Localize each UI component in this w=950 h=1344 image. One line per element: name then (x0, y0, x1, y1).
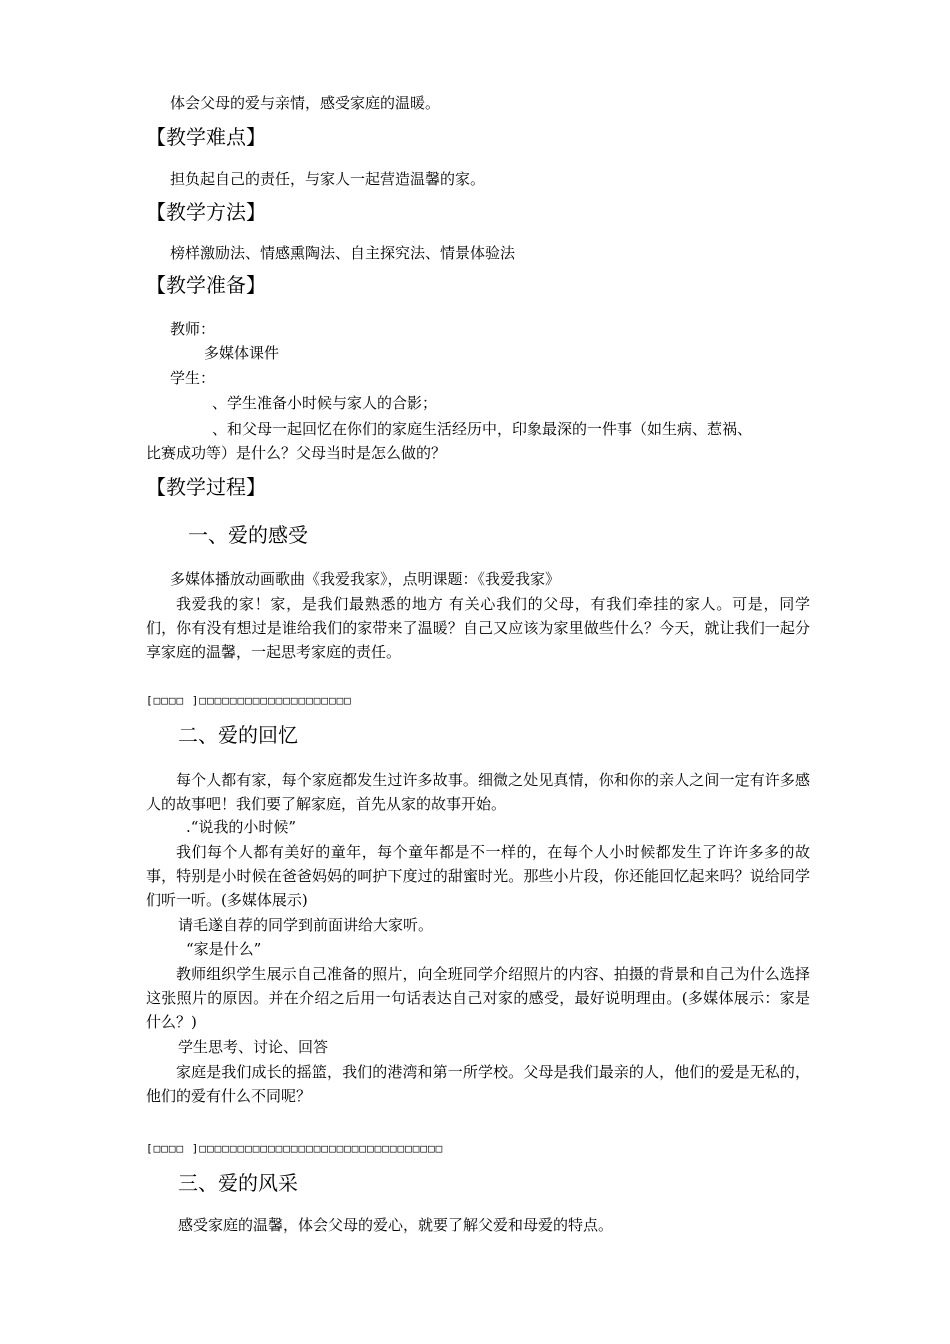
heading-process: 【教学过程】 (146, 475, 266, 499)
section-1-title: 一、爱的感受 (188, 523, 308, 547)
section-1-line: 多媒体播放动画歌曲《我爱我家》，点明课题：《我爱我家》 (170, 570, 561, 588)
heading-preparation: 【教学准备】 (146, 273, 266, 297)
student-item-1: 、学生准备小时候与家人的合影； (212, 394, 438, 412)
section-2-paragraph-3: 教师组织学生展示自己准备的照片，向全班同学介绍照片的内容、拍摄的背景和自己为什么选择这张照片的原因。并在介绍之后用一句话表达自己对家的感受，最好说明理由。(多媒体展示：家是什么？) (146, 965, 810, 1031)
section-2-paragraph-4: 家庭是我们成长的摇篮，我们的港湾和第一所学校。父母是我们最亲的人，他们的爱是无私的，他们的爱有什么不同呢？ (146, 1063, 810, 1105)
difficulty-text: 担负起自己的责任，与家人一起营造温馨的家。 (170, 170, 486, 188)
student-item-2: 、和父母一起回忆在你们的家庭生活经历中，印象最深的一件事（如生病、惹祸、 (212, 420, 753, 438)
teacher-label: 教师： (170, 320, 216, 338)
section-3-title: 三、爱的风采 (178, 1171, 298, 1195)
section-2-think: 学生思考、讨论、回答 (178, 1038, 329, 1056)
student-item-2-cont: 比赛成功等）是什么？父母当时是怎么做的？ (146, 444, 447, 462)
method-text: 榜样激励法、情感熏陶法、自主探究法、情景体验法 (170, 244, 516, 262)
section-1-note: [□□□□ ]□□□□□□□□□□□□□□□□□□□□ (146, 694, 352, 707)
section-2-paragraph-2: 我们每个人都有美好的童年，每个童年都是不一样的，在每个人小时候都发生了许许多多的故事，特别是小时候在爸爸妈妈的呵护下度过的甜蜜时光。那些小片段，你还能回忆起来吗？说给同学们听一听。(多媒体展示) (146, 843, 810, 909)
section-2-item-1: .“说我的小时候” (186, 818, 297, 836)
heading-method: 【教学方法】 (146, 200, 266, 224)
section-1-paragraph: 我爱我的家！家，是我们最熟悉的地方 有关心我们的父母，有我们牵挂的家人。可是，同学们，你有没有想过是谁给我们的家带来了温暖？自己又应该为家里做些什么？今天，就让我们一起分享家庭的温馨，一起思考家庭的责任。 (146, 595, 810, 661)
section-2-item-2: “家是什么” (186, 940, 262, 958)
section-2-note: [□□□□ ]□□□□□□□□□□□□□□□□□□□□□□□□□□□□□□□□ (146, 1142, 444, 1155)
section-3-line: 感受家庭的温馨，体会父母的爱心，就要了解父爱和母爱的特点。 (178, 1216, 614, 1234)
section-2-title: 二、爱的回忆 (178, 723, 298, 747)
student-label: 学生： (170, 369, 216, 387)
goal-text: 体会父母的爱与亲情，感受家庭的温暖。 (170, 94, 441, 112)
teacher-item: 多媒体课件 (204, 344, 280, 362)
section-2-invite: 请毛遂自荐的同学到前面讲给大家听。 (178, 916, 434, 934)
heading-difficulty: 【教学难点】 (146, 125, 266, 149)
section-2-paragraph-1: 每个人都有家，每个家庭都发生过许多故事。细微之处见真情，你和你的亲人之间一定有许多感人的故事吧！我们要了解家庭，首先从家的故事开始。 (146, 771, 810, 813)
